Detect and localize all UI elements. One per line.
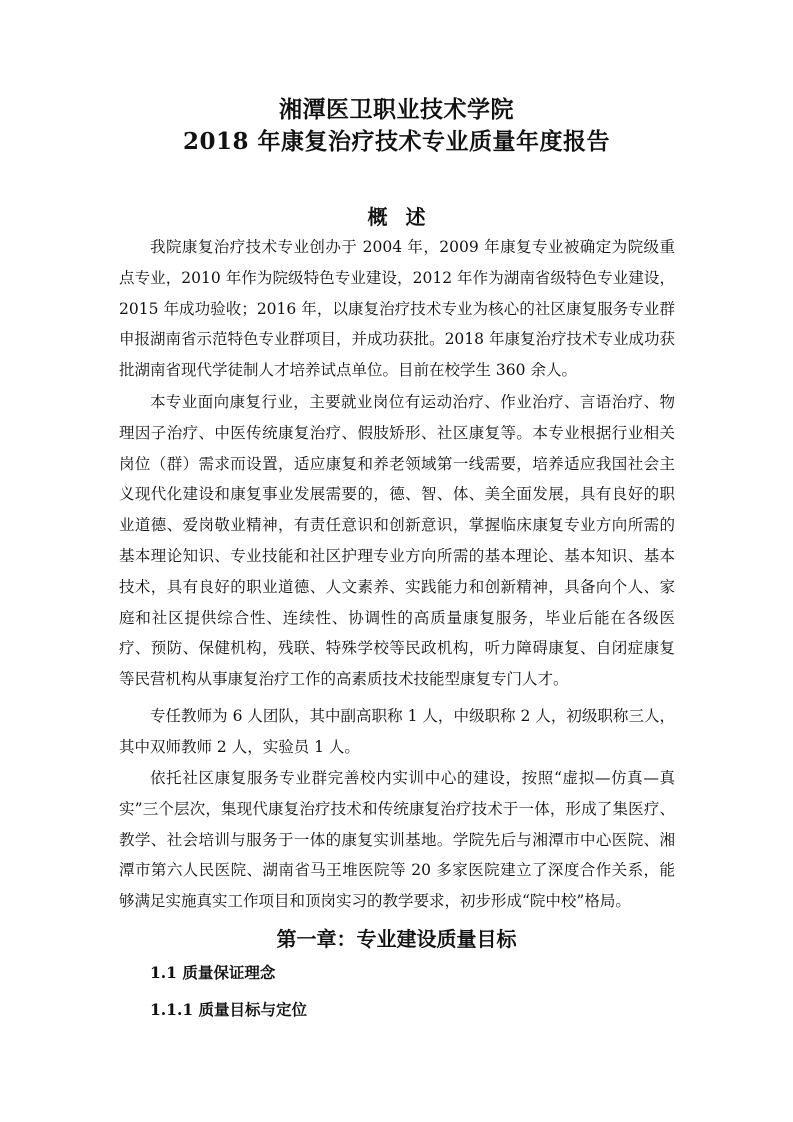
paragraph-history: 我院康复治疗技术专业创办于 2004 年，2009 年康复专业被确定为院级重点专业，2010 年作为院级特色专业建设，2012 年作为湖南省级特色专业建设，2015 年成功验收；2016 年，以康复治疗技术专业为核心的社区康复服务专业群申报湖南省示范特色专业群项目，并成功获批。2018 年康复治疗技术专业成功获批湖南省现代学徒制人才培养试点单位。目前在校学生 360 余人。 [119, 238, 675, 380]
overview-heading: 概述 [367, 205, 444, 229]
section-heading-1-1: 1.1 质量保证理念 [150, 963, 276, 982]
paragraph-training-base: 依托社区康复服务专业群完善校内实训中心的建设，按照“虚拟—仿真—真实”三个层次，集现代康复治疗技术和传统康复治疗技术于一体，形成了集医疗、教学、社会培训与服务于一体的康复实训基地。学院先后与湘潭市中心医院、湘潭市第六人民医院、湖南省马王堆医院等 20 多家医院建立了深度合作关系，能够满足实施真实工作项目和顶岗实习的教学要求，初步形成“院中校”格局。 [119, 769, 675, 911]
paragraph-faculty: 专任教师为 6 人团队，其中副高职称 1 人，中级职称 2 人，初级职称三人，其中双师教师 2 人，实验员 1 人。 [119, 707, 675, 756]
paragraph-orientation: 本专业面向康复行业，主要就业岗位有运动治疗、作业治疗、言语治疗、物理因子治疗、中医传统康复治疗、假肢矫形、社区康复等。本专业根据行业相关岗位（群）需求而设置，适应康复和养老领域第一线需要，培养适应我国社会主义现代化建设和康复事业发展需要的，德、智、体、美全面发展，具有良好的职业道德、爱岗敬业精神，有责任意识和创新意识，掌握临床康复专业方向所需的基本理论知识、专业技能和社区护理专业方向所需的基本理论、基本知识、基本技术，具有良好的职业道德、人文素养、实践能力和创新精神，具备向个人、家庭和社区提供综合性、连续性、协调性的高质量康复服务，毕业后能在各级医疗、预防、保健机构，残联、特殊学校等民政机构，听力障碍康复、自闭症康复等民营机构从事康复治疗工作的高素质技术技能型康复专门人才。 [119, 393, 675, 689]
chapter-heading: 第一章：专业建设质量目标 [276, 927, 517, 951]
document-title-institution: 湘潭医卫职业技术学院 [279, 96, 514, 123]
document-title-report: 2018 年康复治疗技术专业质量年度报告 [182, 128, 611, 155]
section-heading-1-1-1: 1.1.1 质量目标与定位 [150, 1000, 308, 1019]
